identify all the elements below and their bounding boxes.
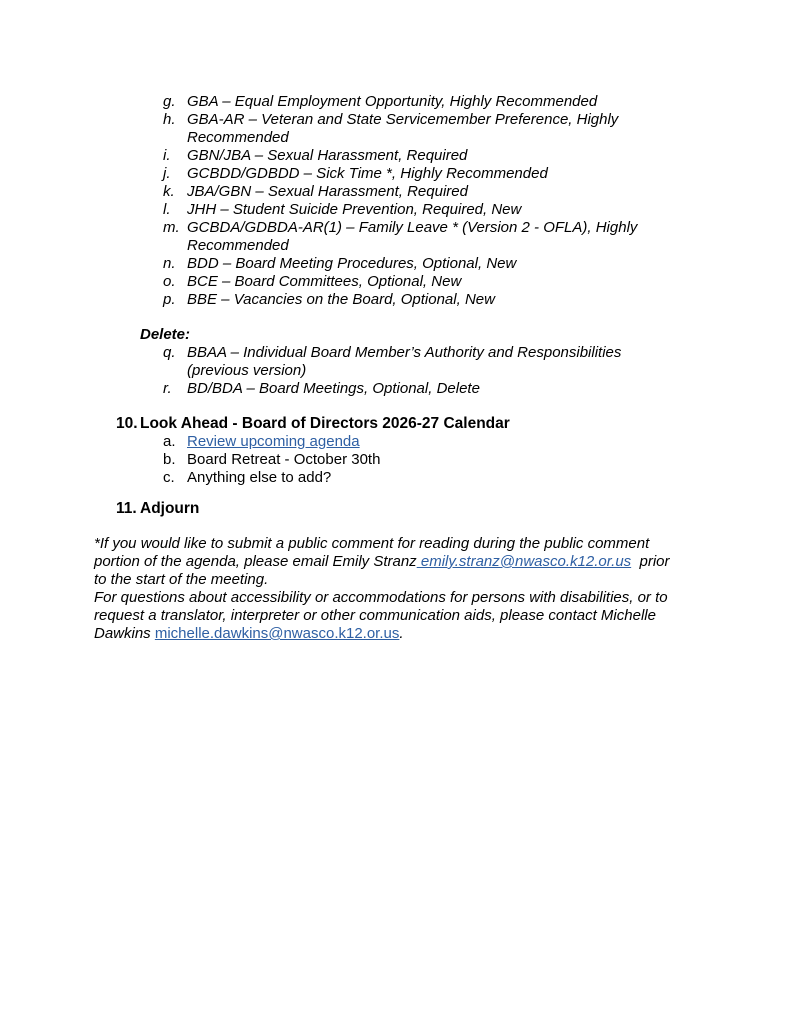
section-title: Look Ahead - Board of Directors 2026-27 Calendar (140, 415, 510, 432)
list-marker: k. (163, 183, 175, 200)
list-item-text: BBAA – Individual Board Member’s Authority and Responsibilities (187, 344, 622, 361)
list-marker: o. (163, 273, 176, 290)
list-marker: p. (163, 291, 176, 308)
emily-email-link[interactable]: emily.stranz@nwasco.k12.or.us (416, 553, 632, 570)
list-marker: a. (163, 433, 176, 450)
list-item-text: BBE – Vacancies on the Board, Optional, New (187, 291, 495, 308)
section-number: 10. (116, 415, 138, 432)
note-line (94, 553, 704, 571)
list-item-text: GBA – Equal Employment Opportunity, Highly Recommended (187, 93, 598, 110)
list-marker: q. (163, 344, 176, 361)
list-marker: b. (163, 451, 176, 468)
note-text: . (399, 625, 404, 642)
list-item-text: BCE – Board Committees, Optional, New (187, 273, 462, 290)
list-marker: c. (163, 469, 175, 486)
list-marker: h. (163, 111, 176, 128)
note-text: portion of the agenda, please email Emily Stranz (94, 553, 417, 570)
list-marker: r. (163, 380, 172, 397)
note-line: For questions about accessibility or accommodations for persons with disabilities, or to (94, 589, 668, 606)
note-line: to the start of the meeting. (94, 571, 269, 588)
note-line (94, 625, 704, 643)
list-marker: g. (163, 93, 176, 110)
list-item-text: Board Retreat - October 30th (187, 451, 381, 468)
list-item-text: Recommended (187, 129, 289, 146)
list-item-text: Anything else to add? (187, 469, 332, 486)
list-marker: i. (163, 147, 171, 164)
michelle-email-link[interactable]: michelle.dawkins@nwasco.k12.or.us (154, 625, 400, 642)
list-item-text: JHH – Student Suicide Prevention, Required, New (187, 201, 522, 218)
section-number: 11. (116, 500, 137, 517)
list-item-text: BD/BDA – Board Meetings, Optional, Delete (187, 380, 480, 397)
list-marker: m. (163, 219, 180, 236)
list-item-text: BDD – Board Meeting Procedures, Optional, New (187, 255, 517, 272)
note-line: request a translator, interpreter or other communication aids, please contact Michelle (94, 607, 656, 624)
list-item-text: GCBDD/GDBDD – Sick Time *, Highly Recommended (187, 165, 548, 182)
list-item-text: Recommended (187, 237, 289, 254)
list-item-text: GBN/JBA – Sexual Harassment, Required (187, 147, 468, 164)
list-item-text: GBA-AR – Veteran and State Servicemember Preference, Highly (187, 111, 619, 128)
list-marker: j. (163, 165, 171, 182)
section-title: Adjourn (140, 500, 200, 517)
delete-heading-text: Delete: (140, 326, 191, 343)
list-item-text: JBA/GBN – Sexual Harassment, Required (187, 183, 468, 200)
list-marker: n. (163, 255, 176, 272)
public-comment-note (94, 535, 704, 643)
note-line: *If you would like to submit a public comment for reading during the public comment (94, 535, 650, 552)
review-agenda-link[interactable]: Review upcoming agenda (187, 433, 360, 450)
list-marker: l. (163, 201, 171, 218)
list-item-text: GCBDA/GDBDA-AR(1) – Family Leave * (Version 2 - OFLA), Highly (187, 219, 638, 236)
note-text: prior (631, 553, 670, 570)
list-item-text: (previous version) (187, 362, 307, 379)
note-text: Dawkins (94, 625, 155, 642)
